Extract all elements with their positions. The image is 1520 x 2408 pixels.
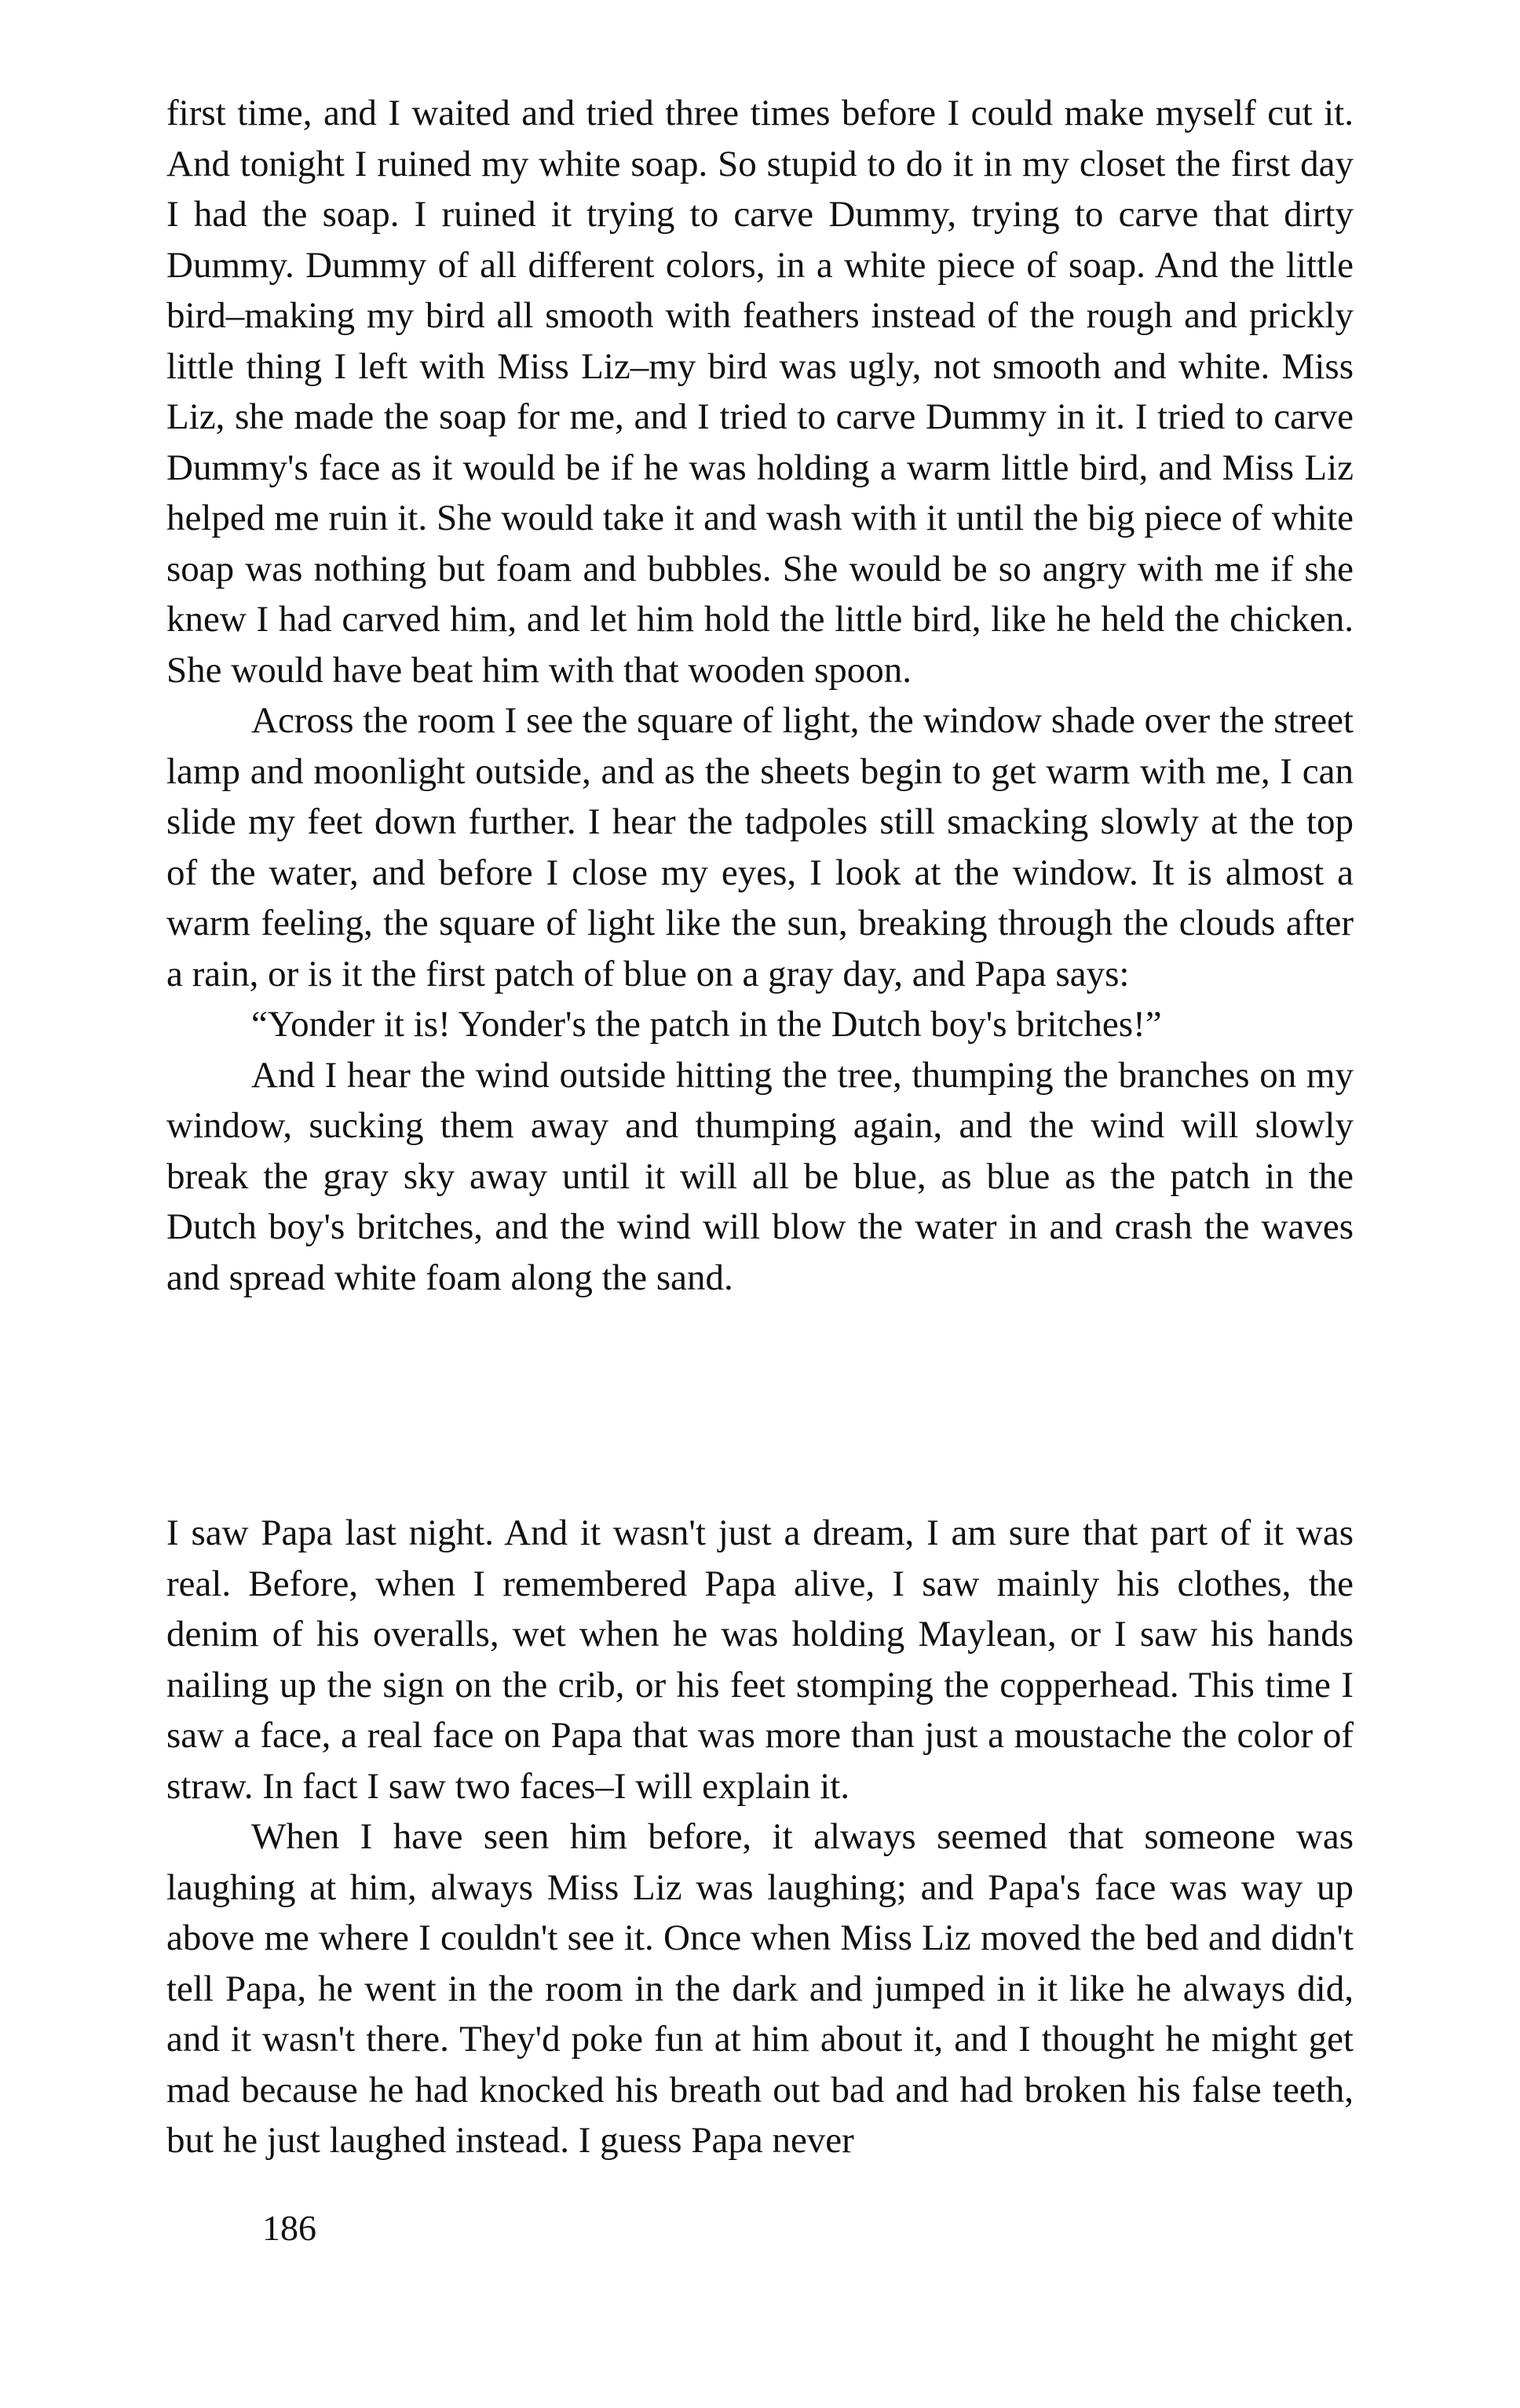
section-two <box>166 1508 1354 2166</box>
paragraph: first time, and I waited and tried three times before I could make myself cut it. And tonight I ruined my white soap. So stupid to do it in my closet the first day I had the soap. I ruined it trying to carve Dummy, trying to carve that dirty Dummy. Dummy of all different colors, in a white piece of soap. And the little bird–making my bird all smooth with feathers instead of the rough and prickly little thing I left with Miss Liz–my bird was ugly, not smooth and white. Miss Liz, she made the soap for me, and I tried to carve Dummy in it. I tried to carve Dummy's face as it would be if he was holding a warm little bird, and Miss Liz helped me ruin it. She would take it and wash with it until the big piece of white soap was nothing but foam and bubbles. She would be so angry with me if she knew I had carved him, and let him hold the little bird, like he held the chicken. She would have beat him with that wooden spoon. <box>166 93 1354 691</box>
section-one <box>166 88 1354 1303</box>
paragraph: Across the room I see the square of light, the window shade over the street lamp and moonlight outside, and as the sheets begin to get warm with me, I can slide my feet down further. I hear the tadpoles still smacking slowly at the top of the water, and before I close my eyes, I look at the window. It is almost a warm feeling, the square of light like the sun, breaking through the clouds after a rain, or is it the first patch of blue on a gray day, and Papa says: <box>166 700 1354 994</box>
paragraph: And I hear the wind outside hitting the tree, thumping the branches on my window, sucking them away and thumping again, and the wind will slowly break the gray sky away until it will all be blue, as blue as the patch in the Dutch boy's britches, and the wind will blow the water in and crash the waves and spread white foam along the sand. <box>166 1054 1354 1298</box>
page-number: 186 <box>262 2208 316 2248</box>
paragraph: When I have seen him before, it always seemed that someone was laughing at him, always Miss Liz was laughing; and Papa's face was way up above me where I couldn't see it. Once when Miss Liz moved the bed and didn't tell Papa, he went in the room in the dark and jumped in it like he always did, and it wasn't there. They'd poke fun at him about it, and I thought he might get mad because he had knocked his breath out bad and had broken his false teeth, but he just laughed instead. I guess Papa never <box>166 1816 1354 2161</box>
paragraph: I saw Papa last night. And it wasn't just a dream, I am sure that part of it was real. Before, when I remembered Papa alive, I saw mainly his clothes, the denim of his overalls, wet when he was holding Maylean, or I saw his hands nailing up the sign on the crib, or his feet stomping the copperhead. This time I saw a face, a real face on Papa that was more than just a moustache the color of straw. In fact I saw two faces–I will explain it. <box>166 1512 1354 1807</box>
dialogue-line: “Yonder it is! Yonder's the patch in the Dutch boy's britches!” <box>251 1004 1162 1045</box>
